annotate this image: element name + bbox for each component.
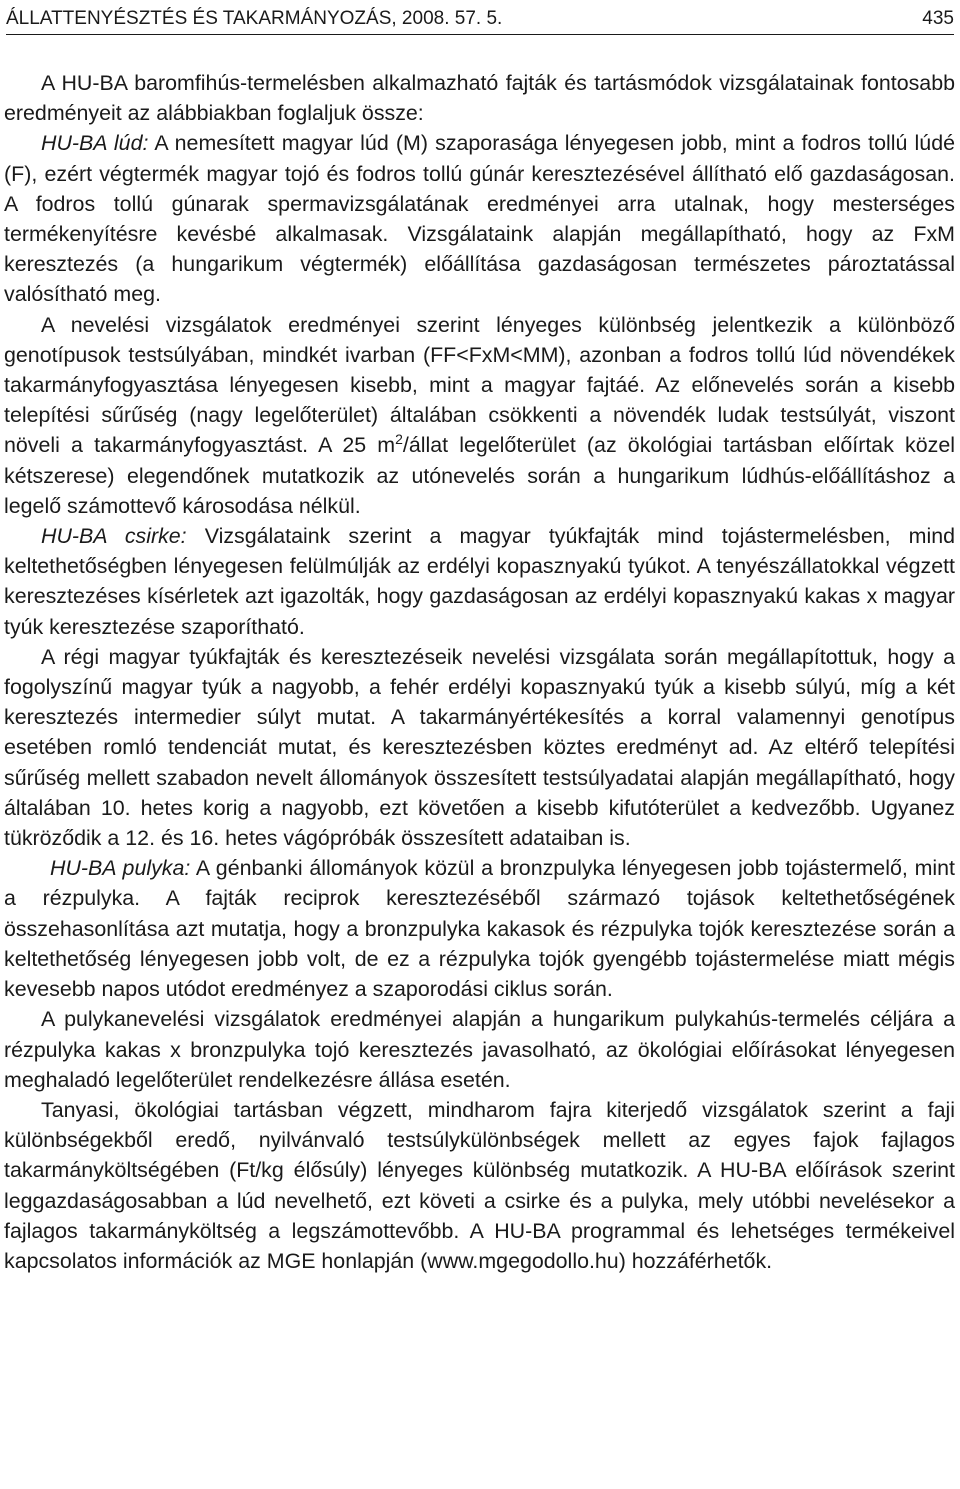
paragraph-goose-rearing	[4, 310, 955, 521]
paragraph-turkey-rearing	[4, 1004, 955, 1095]
paragraph-goose-rearing-text-1: A nevelési vizsgálatok eredményei szerint lényeges különbség jelentkezik a különböző genotípusok testsúlyában, mindkét ivarban (FF<FxM<MM), azonban a fodros tollú lúd növendékek takarmányfogyasztása lényegesen kisebb, mint a magyar fajtáé. Az előnevelés során a kisebb telepítési sűrűség (nagy legelőterület) általában csökkenti a növendék ludak testsúlyát, viszont növeli a takarmányfogyasztást. A 25 m	[4, 312, 955, 458]
section-lead-chicken: HU-BA csirke:	[41, 524, 187, 549]
page-number: 435	[922, 8, 954, 29]
running-header	[6, 4, 954, 35]
paragraph-conclusion	[4, 1095, 955, 1276]
paragraph-goose	[4, 128, 955, 309]
article-body	[4, 68, 955, 1276]
paragraph-conclusion-text: Tanyasi, ökológiai tartásban végzett, mindharom fajra kiterjedő vizsgálatok szerint a faji különbségekből eredő, nyilvánvaló testsúlykülönbségek mellett az egyes fajok fajlagos takarmányköltségében (Ft/kg élősúly) lényeges különbség mutatkozik. A HU-BA előírások szerint leggazdaságosabban a lúd nevelhető, ezt követi a csirke és a pulyka, mely utóbbi nevelésekor a fajlagos takarmányköltség a legszámottevőbb. A HU-BA programmal és lehetséges termékeivel kapcsolatos információk az MGE honlapján (www.mgegodollo.hu) hozzáférhetők.	[4, 1097, 955, 1273]
paragraph-turkey	[4, 853, 955, 1004]
journal-citation: ÁLLATTENYÉSZTÉS ÉS TAKARMÁNYOZÁS, 2008. 57. 5.	[6, 8, 503, 29]
paragraph-turkey-rearing-text: A pulykanevelési vizsgálatok eredményei alapján a hungarikum pulykahús-termelés céljára a rézpulyka kakas x bronzpulyka tojó keresztezés javasolható, az ökológiai előírásokat lényegesen meghaladó legelőterület rendelkezésre állása esetén.	[4, 1007, 955, 1092]
paragraph-chicken-rearing-text: A régi magyar tyúkfajták és keresztezéseik nevelési vizsgálata során megállapítottuk, hogy a fogolyszínű magyar tyúk a nagyobb, a fehér erdélyi kopasznyakú tyúk a kisebb súlyú, míg a két keresztezés intermedier súlyt mutat. A takarmányértékesítés a korral valamennyi genotípus esetében romló tendenciát mutat, és keresztezésben köztes eredményt ad. Az eltérő telepítési sűrűség mellett szabadon nevelt állományok összesített testsúlyadatai alapján megállapítható, hogy általában 10. hetes korig a nagyobb, ezt követően a kisebb kifutóterület a kedvezőbb. Ugyanez tükröződik a 12. és 16. hetes vágópróbák összesített adataiban is.	[4, 644, 955, 851]
paragraph-chicken	[4, 521, 955, 642]
paragraph-intro-text: A HU-BA baromfihús-termelésben alkalmazható fajták és tartásmódok vizsgálatainak fontosabb eredményeit az alábbiakban foglaljuk össze:	[4, 71, 955, 126]
superscript-squared: 2	[395, 431, 403, 448]
section-lead-goose: HU-BA lúd:	[41, 131, 149, 156]
paragraph-goose-rearing-text-2: /állat legelőterület (az ökológiai tartásban előírtak közel kétszerese) elegendőnek mutatkozik az utónevelés során a hungarikum lúdhús-előállításhoz a legelő számottevő károsodása nélkül.	[4, 433, 955, 518]
paragraph-turkey-text: A génbanki állományok közül a bronzpulyka lényegesen jobb tojástermelő, mint a rézpulyka. A fajták reciprok keresztezéséből származó tojások keltethetőségének összehasonlítása azt mutatja, hogy a bronzpulyka kakasok és rézpulyka tojók keresztezése során a keltethetőség lényegesen jobb volt, de ez a rézpulyka tojók gyengébb tojástermelése miatt mégis kevesebb napos utódot eredményez a szaporodási ciklus során.	[4, 856, 955, 1002]
paragraph-chicken-rearing	[4, 642, 955, 853]
paragraph-chicken-text: Vizsgálataink szerint a magyar tyúkfajták mind tojástermelésben, mind keltethetőségben lényegesen felülmúlják az erdélyi kopasznyakú tyúkot. A tenyészállatokkal végzett keresztezéses kísérletek azt igazolták, hogy gazdaságosan az erdélyi kopasznyakú kakas x magyar tyúk keresztezése szaporítható.	[4, 524, 955, 639]
paragraph-goose-text: A nemesített magyar lúd (M) szaporasága lényegesen jobb, mint a fodros tollú lúdé (F), ezért végtermék magyar tojó és fodros tollú gúnár keresztezésével állítható elő gazdaságosan. A fodros tollú gúnarak spermavizsgálatának eredményei arra utalnak, hogy mesterséges termékenyítésre kevésbé alkalmasak. Vizsgálataink alapján megállapítható, hogy az FxM keresztezés (a hungarikum végtermék) előállítása gazdaságosan természetes pároztatással valósítható meg.	[4, 131, 955, 307]
section-lead-turkey: HU-BA pulyka:	[50, 856, 191, 881]
paragraph-intro	[4, 68, 955, 128]
